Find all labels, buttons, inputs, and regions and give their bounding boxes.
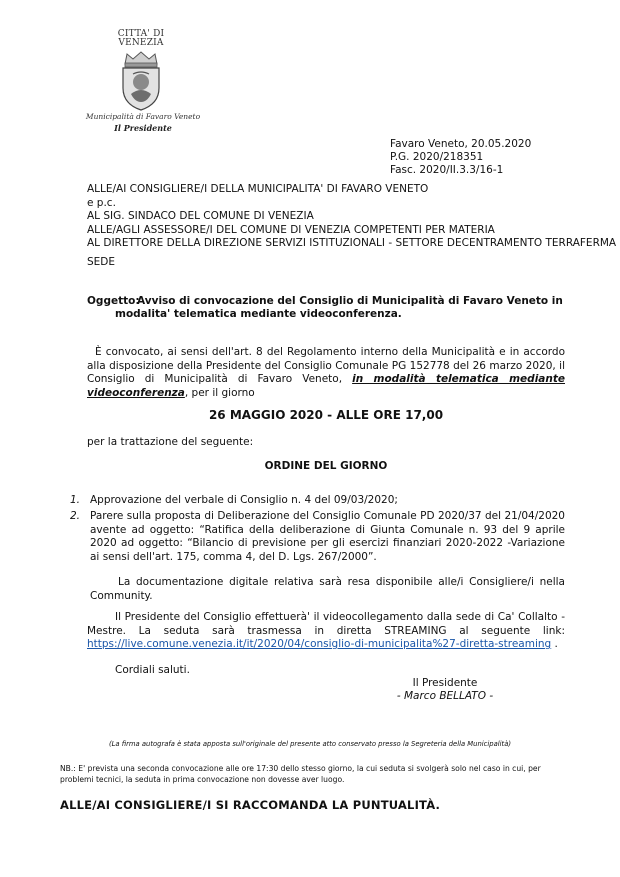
streaming-paragraph [87,611,565,652]
city-label: CITTA' DI [117,29,165,39]
recipient-line: e p.c. [87,196,116,209]
coat-of-arms-icon [117,50,165,112]
intro-emphasis: in modalità telematica mediante videoconferenza [87,373,565,399]
recipient-line: AL SIG. SINDACO DEL COMUNE DI VENEZIA [87,210,314,222]
place-date: Favaro Veneto, 20.05.2020 [390,138,532,150]
streaming-link[interactable]: https://live.comune.venezia.it/it/2020/04/consiglio-di-municipalita%27-diretta-streaming [87,638,552,650]
sede-label: SEDE [87,256,116,268]
signature-name: - Marco BELLATO - [396,690,494,702]
intro-paragraph [87,346,565,400]
agenda-title: ORDINE DEL GIORNO [264,460,388,472]
agenda-item-text: Parere sulla proposta di Deliberazione del Consiglio Comunale PD 2020/37 del 21/04/2020 avente ad oggetto: “Ratifica della deliberazione di Giunta Comunale n. 93 del 9 aprile 2020 ad oggetto: “Bilancio di previsione per gli esercizi finanziari 2020-2022 -Variazione ai sensi dell'art. 175, comma 4, del D. Lgs. 267/2000”. [90,510,565,563]
protocol-number: P.G. 2020/218351 [390,151,484,163]
trattazione-text: per la trattazione del seguente: [87,436,254,448]
city-name: VENEZIA [118,38,164,48]
documentation-paragraph: La documentazione digitale relativa sarà resa disponibile alle/i Consigliere/i nella Community. [90,576,565,602]
recipient-line: ALLE/AGLI ASSESSORE/I DEL COMUNE DI VENEZIA COMPETENTI PER MATERIA [87,223,495,236]
subject-text: Avviso di convocazione del Consiglio di Municipalità di Favaro Veneto in modalita' telematica mediante videoconferenza. [115,295,563,320]
recipient-line: AL DIRETTORE DELLA DIREZIONE SERVIZI ISTITUZIONALI - SETTORE DECENTRAMENTO TERRAFERMA [87,237,617,249]
intro-tail: , per il giorno [184,386,255,399]
recipients-block [87,183,616,251]
signature-note: (La firma autografa è stata apposta sull'originale del presente atto conservato presso la Segreteria della Municipalità) [108,740,512,748]
intro-text: È convocato, ai sensi dell'art. 8 del Regolamento interno della Municipalità e in accordo alla disposizione della Presidente del Consiglio Comunale PG 152778 del 26 marzo 2020, il Consiglio di Municipalità di Favaro Veneto, [87,346,565,385]
president-label: Il Presidente [114,123,172,133]
subject-label: Oggetto: [87,295,140,307]
document-meta [390,138,531,177]
municipality-name: Municipalità di Favaro Veneto [85,112,201,121]
streaming-text: Il Presidente del Consiglio effettuerà' il videocollegamento dalla sede di Ca' Collalto - Mestre. La seduta sarà trasmessa in diretta STREAMING al seguente link: [87,611,565,637]
agenda-item-text: Approvazione del verbale di Consiglio n. 4 del 09/03/2020; [90,494,398,506]
closing-salutation: Cordiali saluti. [115,664,190,676]
streaming-link-tail: . [551,638,558,650]
file-number: Fasc. 2020/II.3.3/16-1 [390,164,504,176]
agenda-item-number: 1. [70,494,81,506]
nb-note: NB.: E' prevista una seconda convocazione alle ore 17:30 dello stesso giorno, la cui seduta si svolgerà solo nel caso in cui, per problemi tecnici, la seduta in prima convocazione non dovesse aver luogo. [60,764,541,784]
recipient-line: ALLE/AI CONSIGLIERE/I DELLA MUNICIPALITA' DI FAVARO VENETO [87,183,429,195]
agenda-item-number: 2. [70,510,81,522]
punctuality-reminder: ALLE/AI CONSIGLIERE/I SI RACCOMANDA LA PUNTUALITÀ. [60,798,441,812]
signature-title: Il Presidente [412,677,478,689]
meeting-datetime: 26 MAGGIO 2020 - ALLE ORE 17,00 [208,408,444,422]
